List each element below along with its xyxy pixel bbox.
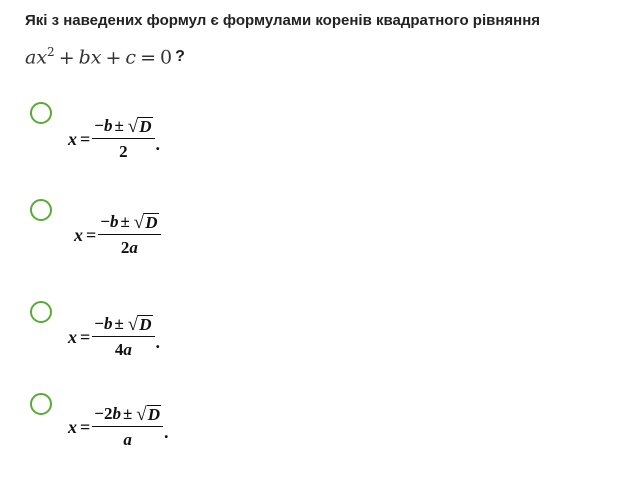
formula-var: x: [74, 224, 83, 245]
minus-sign: −: [94, 116, 104, 135]
radio-button-4[interactable]: [30, 393, 52, 415]
fraction: [92, 404, 163, 450]
radicand: D: [139, 315, 152, 334]
question-mark: ?: [175, 48, 185, 65]
formula-equals: =: [80, 128, 91, 149]
plus-minus-sign: ±: [114, 314, 124, 333]
den-number: 2: [119, 142, 128, 161]
radicand: D: [139, 117, 152, 136]
formula-3: [68, 314, 160, 360]
sqrt-icon: √ D: [133, 212, 158, 233]
sqrt-icon: √ D: [127, 314, 152, 335]
num-b: b: [103, 116, 113, 135]
numerator: [92, 116, 154, 138]
plus-minus-sign: ±: [120, 212, 130, 231]
denominator: [119, 139, 128, 162]
den-var: a: [129, 238, 138, 257]
formula-var: x: [68, 128, 77, 149]
coefficient: 2: [103, 404, 113, 423]
denominator: [121, 235, 138, 258]
radio-button-1[interactable]: [30, 102, 52, 124]
num-b: b: [103, 314, 113, 333]
numerator: [92, 314, 154, 336]
fraction: [98, 212, 160, 258]
trailing-period: .: [164, 421, 169, 442]
formula-2: [74, 212, 162, 258]
radicand: D: [147, 405, 161, 424]
quadratic-equation: [25, 45, 172, 68]
numerator: [98, 212, 160, 234]
num-b: b: [112, 404, 121, 423]
eq-zero: 0: [160, 46, 173, 69]
eq-c: c: [125, 46, 137, 69]
radio-button-3[interactable]: [30, 301, 52, 323]
eq-x-2: x: [90, 46, 102, 69]
den-var: a: [123, 430, 132, 449]
eq-equals: =: [140, 46, 156, 69]
sqrt-icon: √ D: [136, 404, 161, 425]
plus-minus-sign: ±: [114, 116, 124, 135]
eq-b: b: [78, 46, 91, 69]
minus-sign: −: [100, 212, 110, 231]
formula-1: [68, 116, 160, 162]
den-number: 2: [120, 238, 130, 257]
formula-equals: =: [86, 224, 97, 245]
radicand: D: [145, 213, 158, 232]
formula-4: [68, 404, 169, 450]
eq-plus-2: +: [105, 46, 122, 69]
minus-sign: −: [94, 404, 104, 423]
formula-var: x: [68, 416, 77, 437]
eq-x: x: [36, 46, 48, 69]
formula-var: x: [68, 326, 77, 347]
question-text: Які з наведених формул є формулами коренів квадратного рівняння: [25, 12, 541, 29]
question-block: [25, 6, 637, 72]
denominator: [115, 337, 132, 360]
numerator: [92, 404, 163, 426]
trailing-period: .: [155, 133, 161, 154]
fraction: [92, 314, 154, 360]
minus-sign: −: [94, 314, 104, 333]
eq-plus-1: +: [58, 46, 75, 69]
den-var: a: [123, 340, 132, 359]
denominator: [123, 427, 132, 450]
eq-exponent: 2: [47, 45, 55, 60]
eq-a: a: [25, 46, 37, 69]
question-equation: [25, 42, 637, 72]
trailing-period: .: [155, 331, 161, 352]
radio-button-2[interactable]: [30, 199, 52, 221]
fraction: [92, 116, 154, 162]
den-number: 4: [114, 340, 124, 359]
plus-minus-sign: ±: [122, 404, 133, 423]
sqrt-icon: √ D: [127, 116, 152, 137]
num-b: b: [109, 212, 119, 231]
formula-equals: =: [80, 326, 91, 347]
formula-equals: =: [80, 416, 91, 437]
